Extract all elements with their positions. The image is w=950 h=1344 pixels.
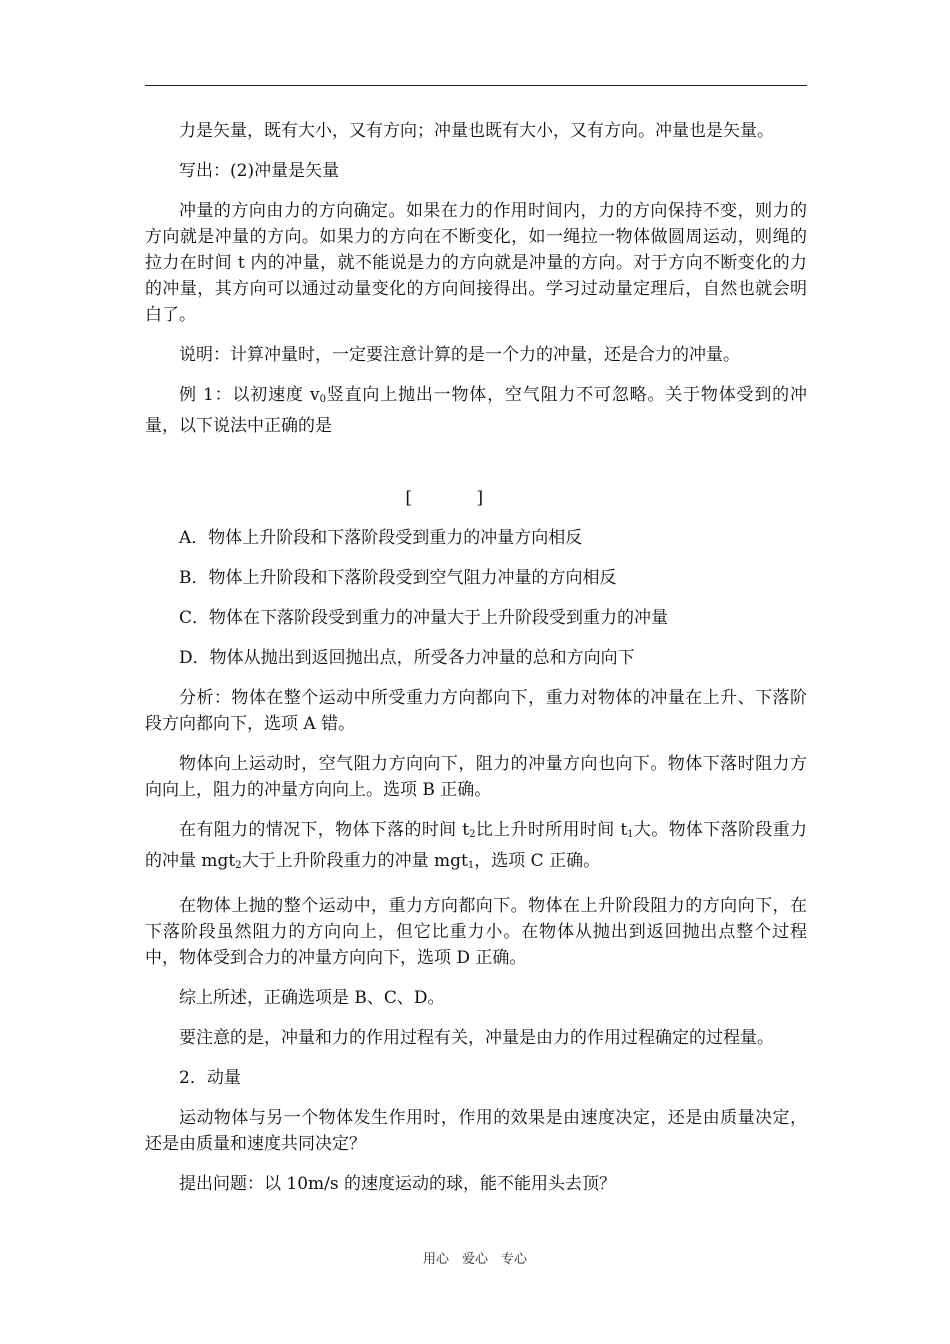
answer-bracket: [ ] <box>405 488 492 508</box>
header-rule <box>145 85 807 86</box>
paragraph-direction: 冲量的方向由力的方向确定。如果在力的作用时间内，力的方向保持不变，则力的方向就是冲量的方向。如果力的方向在不断变化，如一绳拉一物体做圆周运动，则绳的拉力在时间 t 内的冲量，就不能说是力的方向就是冲量的方向。对于方向不断变化的力的冲量，其方向可以通过动量变化的方向间接得出。学习过动量定理后，自然也就会明白了。 <box>145 201 807 325</box>
question-1: 运动物体与另一个物体发生作用时，作用的效果是由速度决定，还是由质量决定，还是由质量和速度共同决定？ <box>145 1108 807 1154</box>
section-heading-momentum: 2．动量 <box>179 1068 241 1088</box>
option-c: C．物体在下落阶段受到重力的冲量大于上升阶段受到重力的冲量 <box>179 608 669 628</box>
example-question: 例 1：以初速度 $v_0$竖直向上抛出一物体，空气阻力不可忽略。关于物体受到的冲量，以下说法中正确的是 <box>145 385 807 436</box>
page-footer: 用心 爱心 专心 <box>422 1252 527 1267</box>
paragraph-note: 说明：计算冲量时，一定要注意计算的是一个力的冲量，还是合力的冲量。 <box>179 345 740 365</box>
analysis-note: 要注意的是，冲量和力的作用过程有关，冲量是由力的作用过程确定的过程量。 <box>179 1028 774 1048</box>
document-body <box>145 118 807 1211</box>
option-b: B．物体上升阶段和下落阶段受到空气阻力冲量的方向相反 <box>179 568 617 588</box>
paragraph-write: 写出：(2)冲量是矢量 <box>179 161 340 181</box>
question-2: 提出问题：以 10m/s 的速度运动的球，能不能用头去顶？ <box>179 1174 617 1194</box>
analysis-4: 在物体上抛的整个运动中，重力方向都向下。物体在上升阶段阻力的方向向下，在下落阶段虽然阻力的方向向上，但它比重力小。在物体从抛出到返回抛出点整个过程中，物体受到合力的冲量方向向下，选项 D 正确。 <box>145 896 807 968</box>
paragraph-vector: 力是矢量，既有大小，又有方向；冲量也既有大小，又有方向。冲量也是矢量。 <box>179 121 774 141</box>
analysis-3: 在有阻力的情况下，物体下落的时间 $t_2$比上升时所用时间 $t_1$大。物体下落阶段重力的冲量 mgt$_2$大于上升阶段重力的冲量 mgt$_1$，选项 C 正确。 <box>145 820 807 871</box>
analysis-summary: 综上所述，正确选项是 B、C、D。 <box>179 988 445 1008</box>
analysis-2: 物体向上运动时，空气阻力方向向下，阻力的冲量方向也向下。物体下落时阻力方向向上，阻力的冲量方向向上。选项 B 正确。 <box>145 754 807 800</box>
option-d: D．物体从抛出到返回抛出点，所受各力冲量的总和方向向下 <box>179 648 635 668</box>
option-a: A．物体上升阶段和下落阶段受到重力的冲量方向相反 <box>179 528 583 548</box>
analysis-1: 分析：物体在整个运动中所受重力方向都向下，重力对物体的冲量在上升、下落阶段方向都向下，选项 A 错。 <box>145 688 807 734</box>
